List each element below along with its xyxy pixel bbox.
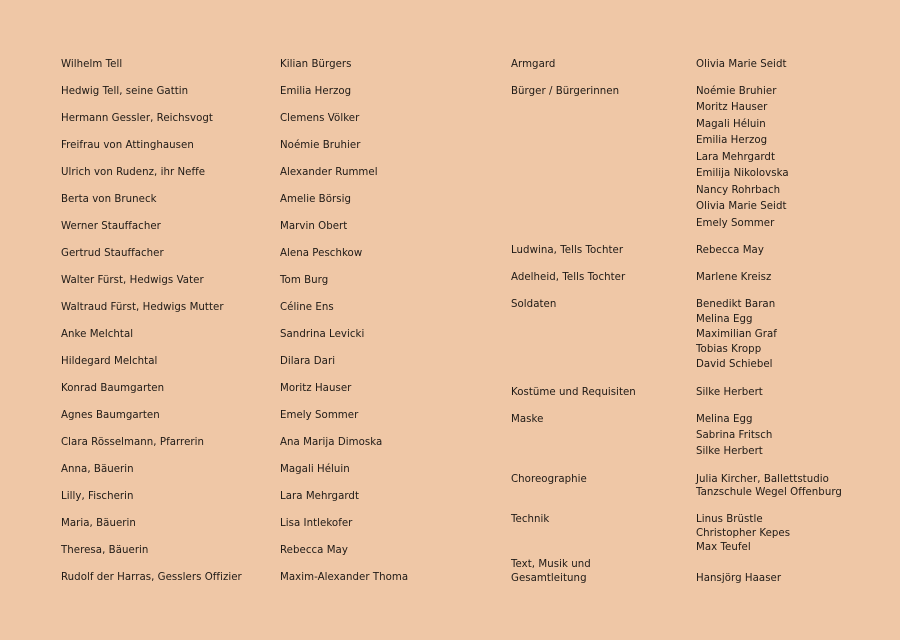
credit-name: Silke Herbert: [696, 387, 763, 398]
credit-name: Benedikt Baran: [696, 299, 776, 310]
credit-label: Armgard: [511, 59, 556, 70]
cast-role: Walter Fürst, Hedwigs Vater: [61, 275, 204, 286]
cast-actor: Kilian Bürgers: [280, 59, 352, 70]
credit-name: Rebecca May: [696, 245, 764, 256]
cast-role: Hildegard Melchtal: [61, 356, 158, 367]
cast-actor: Lisa Intlekofer: [280, 518, 353, 529]
credit-label: Technik: [511, 514, 550, 525]
cast-role: Wilhelm Tell: [61, 59, 123, 70]
credit-label: Maske: [511, 414, 544, 425]
cast-role: Werner Stauffacher: [61, 221, 161, 232]
credit-name: Olivia Marie Seidt: [696, 59, 787, 70]
cast-role: Maria, Bäuerin: [61, 518, 136, 529]
credit-label: Ludwina, Tells Tochter: [511, 245, 624, 256]
credit-name: Noémie Bruhier: [696, 86, 777, 97]
credit-name: Linus Brüstle: [696, 514, 763, 525]
credit-name: Olivia Marie Seidt: [696, 201, 787, 212]
cast-actor: Rebecca May: [280, 545, 348, 556]
cast-role: Berta von Bruneck: [61, 194, 157, 205]
cast-role: Theresa, Bäuerin: [61, 545, 149, 556]
credit-label-line: Gesamtleitung: [511, 573, 587, 584]
credit-label: Adelheid, Tells Tochter: [511, 272, 626, 283]
cast-actor: Noémie Bruhier: [280, 140, 361, 151]
credit-label: Soldaten: [511, 299, 557, 310]
cast-actor: Marvin Obert: [280, 221, 348, 232]
credit-name: David Schiebel: [696, 359, 773, 370]
cast-role: Hermann Gessler, Reichsvogt: [61, 113, 213, 124]
cast-role: Ulrich von Rudenz, ihr Neffe: [61, 167, 206, 178]
cast-actor: Alena Peschkow: [280, 248, 363, 259]
cast-actor: Alexander Rummel: [280, 167, 378, 178]
cast-actor: Sandrina Levicki: [280, 329, 365, 340]
credit-name: Magali Héluin: [696, 119, 766, 130]
credit-label: Bürger / Bürgerinnen: [511, 86, 620, 97]
cast-role: Hedwig Tell, seine Gattin: [61, 86, 189, 97]
credit-name: Lara Mehrgardt: [696, 152, 775, 163]
cast-actor: Céline Ens: [280, 302, 334, 313]
cast-role: Rudolf der Harras, Gesslers Offizier: [61, 572, 242, 583]
credit-name: Emilia Herzog: [696, 135, 768, 146]
credit-name: Melina Egg: [696, 314, 753, 325]
cast-actor: Emilia Herzog: [280, 86, 352, 97]
cast-role: Gertrud Stauffacher: [61, 248, 164, 259]
cast-actor: Amelie Börsig: [280, 194, 351, 205]
cast-actor: Emely Sommer: [280, 410, 359, 421]
credit-name: Nancy Rohrbach: [696, 185, 781, 196]
credit-name: Emilija Nikolovska: [696, 168, 789, 179]
cast-actor: Dilara Dari: [280, 356, 336, 367]
cast-actor: Lara Mehrgardt: [280, 491, 359, 502]
cast-actor: Magali Héluin: [280, 464, 350, 475]
credit-name: Emely Sommer: [696, 218, 775, 229]
credit-name: Christopher Kepes: [696, 528, 791, 539]
cast-actor: Tom Burg: [280, 275, 329, 286]
credit-name: Julia Kircher, Ballettstudio: [696, 474, 829, 485]
credit-name: Maximilian Graf: [696, 329, 777, 340]
credit-name: Melina Egg: [696, 414, 753, 425]
cast-role: Anke Melchtal: [61, 329, 134, 340]
credit-label: Choreographie: [511, 474, 587, 485]
credit-name: Tobias Kropp: [696, 344, 762, 355]
credit-name: Sabrina Fritsch: [696, 430, 773, 441]
cast-role: Waltraud Fürst, Hedwigs Mutter: [61, 302, 224, 313]
credit-name: Tanzschule Wegel Offenburg: [696, 487, 842, 498]
cast-role: Anna, Bäuerin: [61, 464, 134, 475]
cast-actor: Ana Marija Dimoska: [280, 437, 383, 448]
credit-name: Marlene Kreisz: [696, 272, 772, 283]
cast-role: Konrad Baumgarten: [61, 383, 165, 394]
credit-name: Silke Herbert: [696, 446, 763, 457]
cast-role: Agnes Baumgarten: [61, 410, 160, 421]
cast-role: Clara Rösselmann, Pfarrerin: [61, 437, 205, 448]
cast-role: Lilly, Fischerin: [61, 491, 134, 502]
credit-name: Moritz Hauser: [696, 102, 768, 113]
credit-label-line: Text, Musik und: [511, 559, 591, 570]
cast-actor: Clemens Völker: [280, 113, 360, 124]
cast-role: Freifrau von Attinghausen: [61, 140, 194, 151]
cast-actor: Maxim-Alexander Thoma: [280, 572, 409, 583]
credit-label: Kostüme und Requisiten: [511, 387, 636, 398]
credit-name: Hansjörg Haaser: [696, 573, 782, 584]
cast-actor: Moritz Hauser: [280, 383, 352, 394]
credit-name: Max Teufel: [696, 542, 751, 553]
